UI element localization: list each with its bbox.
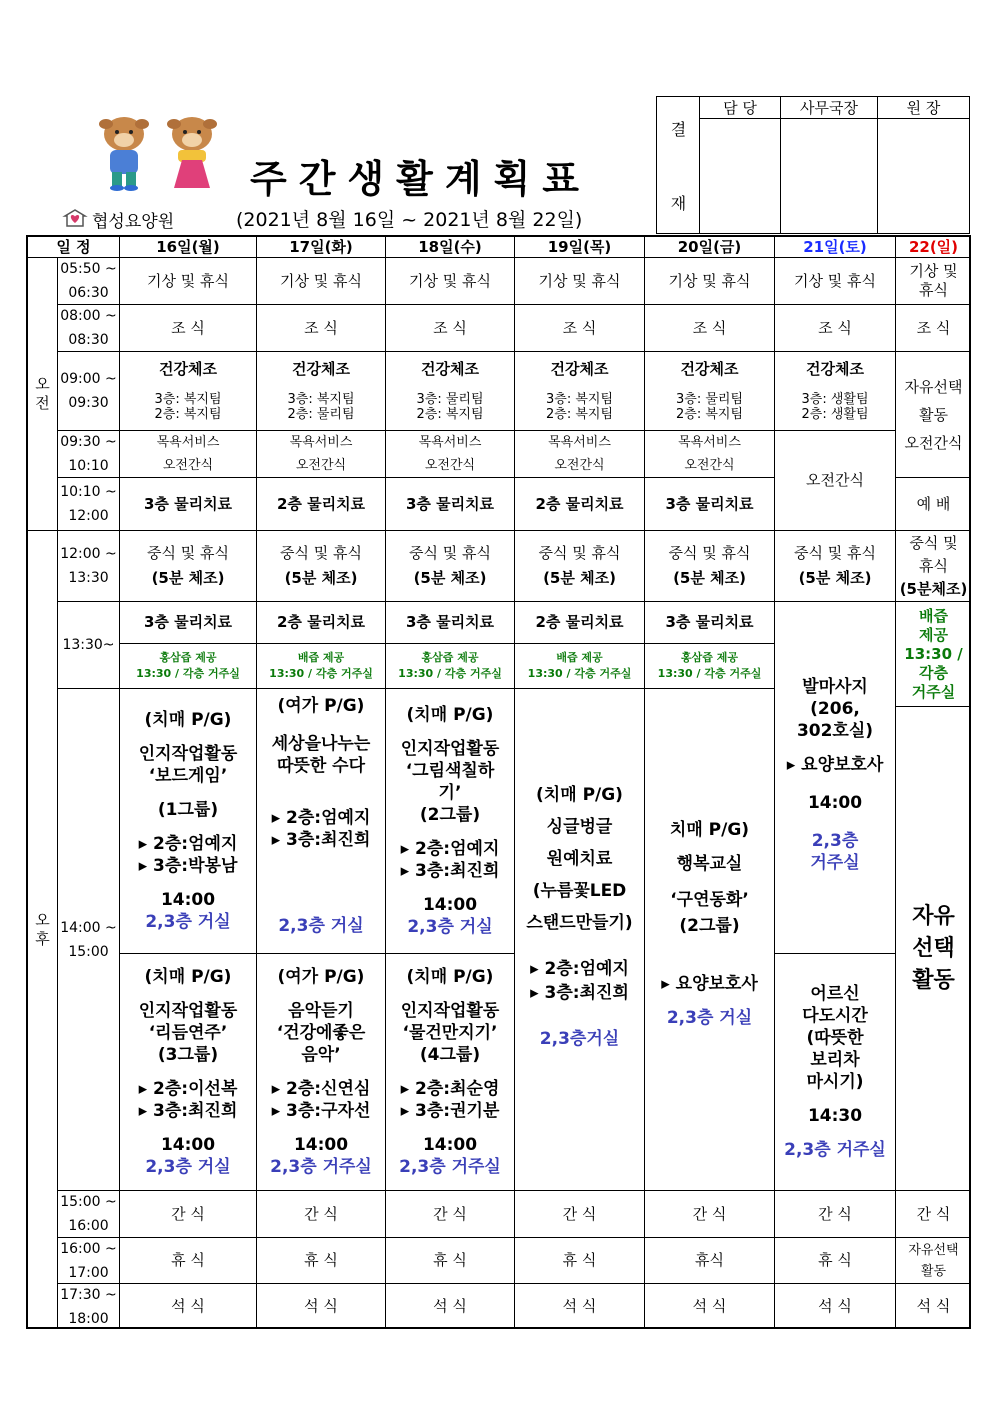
time-1010: 10:10 ~ 12:00 [58, 478, 120, 531]
lunch-wed: 중식 및 휴식 (5분 체조) [386, 531, 515, 602]
rest-fri: 휴식 [645, 1238, 775, 1284]
program-tue-1: (여가 P/G) 세상을나누는 따뜻한 수다 ▸ 2층:엄예지 ▸ 3층:최진희 2,3층 거실 [257, 689, 386, 954]
exercise-wed: 건강체조 3층: 물리팀 2층: 복지팀 [386, 352, 515, 431]
bath-mon: 목욕서비스 오전간식 [120, 431, 257, 478]
therapy-pm-fri: 3층 물리치료 [645, 602, 775, 644]
juice-thu: 배즙 제공 13:30 / 각층 거주실 [515, 644, 645, 689]
juice-mon: 홍삼즙 제공 13:30 / 각층 거주실 [120, 644, 257, 689]
snack-tue: 간 식 [257, 1191, 386, 1238]
program-wed-2: (치매 P/G) 인지작업활동 ‘물건만지기’ (4그룹) ▸ 2층:최순영 ▸ 3층:권기분 14:00 2,3층 거주실 [386, 954, 515, 1191]
breakfast-tue: 조 식 [257, 305, 386, 352]
dinner-wed: 석 식 [386, 1284, 515, 1329]
day-header-mon: 16일(월) [120, 237, 257, 258]
breakfast-fri: 조 식 [645, 305, 775, 352]
dinner-thu: 석 식 [515, 1284, 645, 1329]
approval-box [656, 96, 970, 234]
lunch-mon: 중식 및 휴식 (5분 체조) [120, 531, 257, 602]
wake-mon: 기상 및 휴식 [120, 258, 257, 305]
rest-sun: 자유선택 활동 [896, 1238, 971, 1284]
day-header-fri: 20일(금) [645, 237, 775, 258]
program-sun: 자유 선택 활동 [896, 707, 971, 1191]
approval-sign-manager[interactable] [700, 119, 781, 233]
time-0550: 05:50 ~ 06:30 [58, 258, 120, 305]
dinner-sat: 석 식 [775, 1284, 896, 1329]
approval-col-secretary: 사무국장 [781, 97, 878, 119]
snack-wed: 간 식 [386, 1191, 515, 1238]
program-mon-1: (치매 P/G) 인지작업활동 ‘보드게임’ (1그룹) ▸ 2층:엄예지 ▸ 3층:박봉남 14:00 2,3층 거실 [120, 689, 257, 954]
program-thu: (치매 P/G) 싱글벙글 원예치료 (누름꽃LED 스탠드만들기) ▸ 2층:엄예지 ▸ 3층:최진희 2,3층거실 [515, 689, 645, 1191]
snack-mon: 간 식 [120, 1191, 257, 1238]
sat-am-snack: 오전간식 [775, 431, 896, 531]
header-label: 일 정 [28, 237, 120, 258]
day-header-tue: 17일(화) [257, 237, 386, 258]
exercise-thu: 건강체조 3층: 복지팀 2층: 복지팀 [515, 352, 645, 431]
organization-name: 협성요양원 [92, 212, 175, 232]
bath-thu: 목욕서비스 오전간식 [515, 431, 645, 478]
heart-logo-icon [62, 206, 88, 233]
exercise-fri: 건강체조 3층: 물리팀 2층: 복지팀 [645, 352, 775, 431]
mascot-illustration [94, 112, 226, 192]
approval-sign-director[interactable] [878, 119, 969, 233]
pm-label-1: 오 [35, 911, 50, 930]
rest-sat: 휴 식 [775, 1238, 896, 1284]
page-title: 주간생활계획표 [250, 157, 591, 201]
wake-sat: 기상 및 휴식 [775, 258, 896, 305]
wake-wed: 기상 및 휴식 [386, 258, 515, 305]
approval-col-manager: 담 당 [700, 97, 781, 119]
time-0800: 08:00 ~ 08:30 [58, 305, 120, 352]
lunch-sun: 중식 및 휴식 (5분체조) [896, 531, 971, 602]
snack-sun: 간 식 [896, 1191, 971, 1238]
exercise-mon: 건강체조 3층: 복지팀 2층: 복지팀 [120, 352, 257, 431]
exercise-tue: 건강체조 3층: 복지팀 2층: 물리팀 [257, 352, 386, 431]
snack-sat: 간 식 [775, 1191, 896, 1238]
exercise-sat: 건강체조 3층: 생활팀 2층: 생활팀 [775, 352, 896, 431]
day-header-sat: 21일(토) [775, 237, 896, 258]
therapy-am-mon: 3층 물리치료 [120, 478, 257, 531]
bath-wed: 목욕서비스 오전간식 [386, 431, 515, 478]
therapy-pm-thu: 2층 물리치료 [515, 602, 645, 644]
am-label [28, 258, 58, 531]
dinner-fri: 석 식 [645, 1284, 775, 1329]
day-header-thu: 19일(목) [515, 237, 645, 258]
therapy-am-tue: 2층 물리치료 [257, 478, 386, 531]
therapy-pm-wed: 3층 물리치료 [386, 602, 515, 644]
lunch-fri: 중식 및 휴식 (5분 체조) [645, 531, 775, 602]
time-1200: 12:00 ~ 13:30 [58, 531, 120, 602]
wake-fri: 기상 및 휴식 [645, 258, 775, 305]
program-wed-1: (치매 P/G) 인지작업활동 ‘그림색칠하 기’ (2그룹) ▸ 2층:엄예지 ▸ 3층:최진희 14:00 2,3층 거실 [386, 689, 515, 954]
approval-sign-secretary[interactable] [781, 119, 878, 233]
dinner-sun: 석 식 [916, 1297, 951, 1316]
program-mon-2: (치매 P/G) 인지작업활동 ‘리듬연주’ (3그룹) ▸ 2층:이선복 ▸ 3층:최진희 14:00 2,3층 거실 [120, 954, 257, 1191]
therapy-pm-tue: 2층 물리치료 [257, 602, 386, 644]
therapy-am-thu: 2층 물리치료 [515, 478, 645, 531]
worship-sun: 예 배 [896, 478, 971, 531]
rest-mon: 휴 식 [120, 1238, 257, 1284]
time-1500: 15:00 ~ 16:00 [58, 1191, 120, 1238]
snack-thu: 간 식 [515, 1191, 645, 1238]
day-header-sun: 22(일) [896, 237, 971, 258]
pm-label-2: 후 [35, 930, 50, 948]
dinner-mon: 석 식 [120, 1284, 257, 1329]
rest-tue: 휴 식 [257, 1238, 386, 1284]
program-tue-2: (여가 P/G) 음악듣기 ‘건강에좋은 음악’ ▸ 2층:신연심 ▸ 3층:구자선 14:00 2,3층 거주실 [257, 954, 386, 1191]
snack-fri: 간 식 [645, 1191, 775, 1238]
time-1400: 14:00 ~ 15:00 [58, 689, 120, 1191]
weekly-schedule-table [26, 235, 971, 1329]
approval-side [657, 97, 700, 233]
pm-label [28, 531, 58, 1329]
am-label-2: 전 [35, 394, 50, 412]
rest-wed: 휴 식 [386, 1238, 515, 1284]
bath-tue: 목욕서비스 오전간식 [257, 431, 386, 478]
program-sat-tea: 어르신 다도시간 (따뜻한 보리차 마시기) 14:30 2,3층 거주실 [775, 954, 896, 1191]
breakfast-wed: 조 식 [386, 305, 515, 352]
therapy-am-fri: 3층 물리치료 [645, 478, 775, 531]
am-label-1: 오 [35, 375, 50, 394]
juice-sun: 배즙 제공 13:30 / 각층 거주실 [896, 602, 971, 707]
therapy-am-wed: 3층 물리치료 [386, 478, 515, 531]
program-sat-massage: 발마사지 (206, 302호실) ▸ 요양보호사 14:00 2,3층 거주실 [775, 602, 896, 954]
wake-tue: 기상 및 휴식 [257, 258, 386, 305]
time-0900: 09:00 ~ 09:30 [58, 352, 120, 431]
rest-thu: 휴 식 [515, 1238, 645, 1284]
breakfast-thu: 조 식 [515, 305, 645, 352]
time-1330: 13:30~ [58, 602, 120, 689]
juice-tue: 배즙 제공 13:30 / 각층 거주실 [257, 644, 386, 689]
breakfast-sat: 조 식 [775, 305, 896, 352]
organization [62, 206, 174, 233]
time-1730: 17:30 ~ 18:00 [58, 1284, 120, 1329]
bath-fri: 목욕서비스 오전간식 [645, 431, 775, 478]
breakfast-sun: 조 식 [896, 305, 971, 352]
lunch-tue: 중식 및 휴식 (5분 체조) [257, 531, 386, 602]
approval-side-top: 결 [670, 120, 687, 139]
lunch-sat: 중식 및 휴식 (5분 체조) [775, 531, 896, 602]
day-header-wed: 18일(수) [386, 237, 515, 258]
breakfast-mon: 조 식 [120, 305, 257, 352]
lunch-thu: 중식 및 휴식 (5분 체조) [515, 531, 645, 602]
juice-fri: 홍삼즙 제공 13:30 / 각층 거주실 [645, 644, 775, 689]
time-0930: 09:30 ~ 10:10 [58, 431, 120, 478]
dinner-tue: 석 식 [257, 1284, 386, 1329]
approval-side-bottom: 재 [670, 194, 687, 213]
wake-thu: 기상 및 휴식 [515, 258, 645, 305]
wake-sun: 기상 및 휴식 [896, 258, 971, 305]
program-fri: 치매 P/G) 행복교실 ‘구연동화’ (2그룹) ▸ 요양보호사 2,3층 거실 [645, 689, 775, 1191]
therapy-pm-mon: 3층 물리치료 [120, 602, 257, 644]
time-1600: 16:00 ~ 17:00 [58, 1238, 120, 1284]
juice-wed: 홍삼즙 제공 13:30 / 각층 거주실 [386, 644, 515, 689]
schedule-period: (2021년 8월 16일 ~ 2021년 8월 22일) [236, 209, 583, 231]
sun-morning-activity: 자유선택 활동 오전간식 [896, 352, 971, 478]
approval-col-director: 원 장 [878, 97, 969, 119]
